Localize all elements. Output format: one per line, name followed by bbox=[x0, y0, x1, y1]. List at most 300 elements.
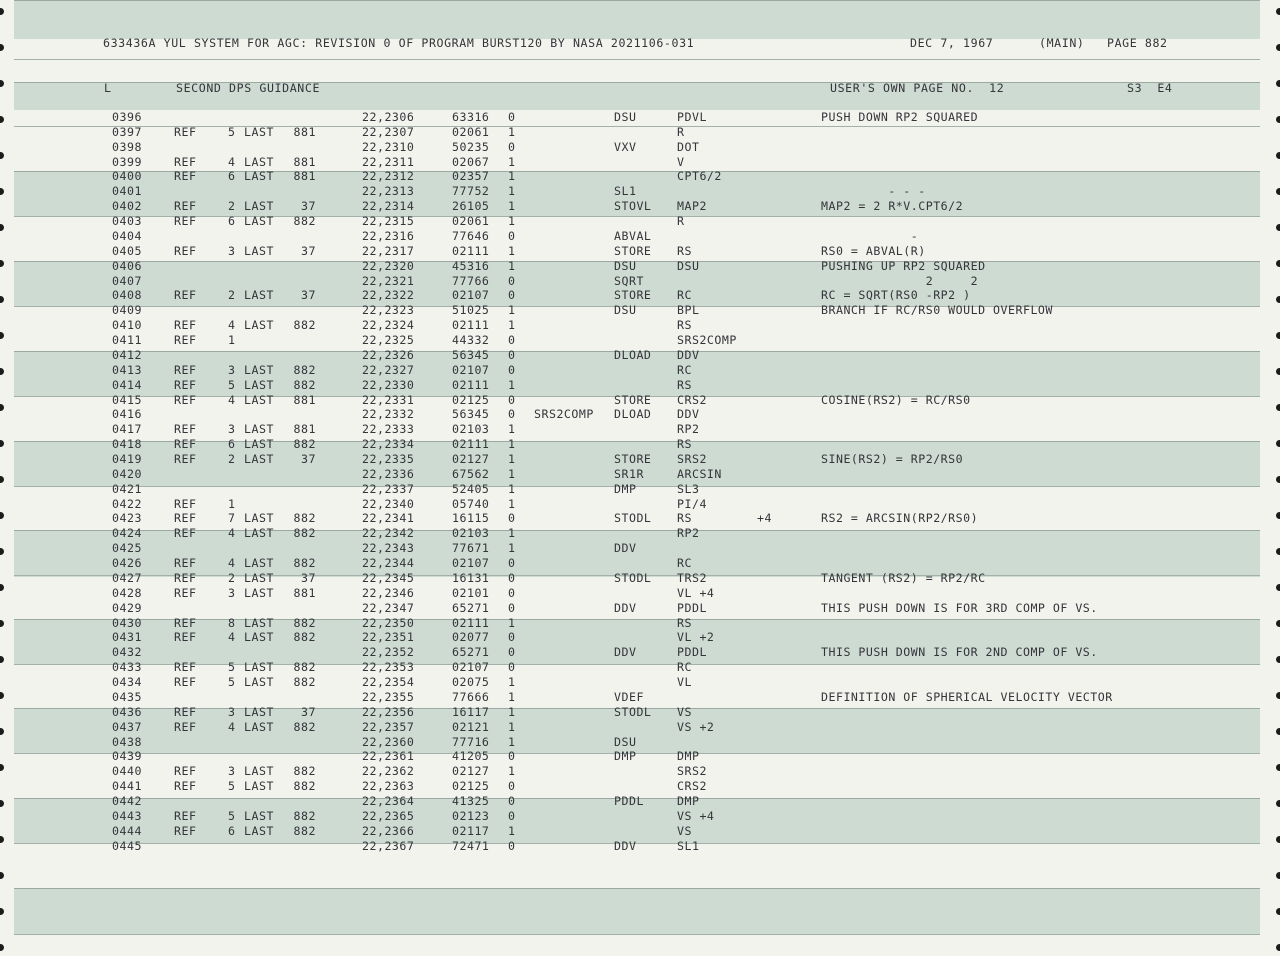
cell-word: 02111 bbox=[452, 377, 490, 392]
cell-page: 37 bbox=[301, 452, 316, 466]
cell-ref: REF bbox=[174, 615, 197, 630]
log-marker: L bbox=[104, 81, 112, 95]
cell-ref: REF bbox=[174, 764, 197, 779]
cell-addr: 22,2327 bbox=[362, 362, 415, 377]
cell-page: 882 bbox=[293, 318, 316, 333]
cell-op1: VDEF bbox=[614, 689, 644, 704]
cell-label: SRS2COMP bbox=[534, 407, 594, 422]
cell-word: 41205 bbox=[452, 749, 490, 764]
cell-op1: DMP bbox=[614, 481, 637, 496]
cell-op2: ARCSIN bbox=[677, 466, 722, 481]
cell-op1: STODL bbox=[614, 511, 652, 526]
cell-addr: 22,2343 bbox=[362, 541, 415, 556]
feed-hole bbox=[1276, 872, 1280, 879]
cell-word: 77716 bbox=[452, 734, 490, 749]
cell-op1: SR1R bbox=[614, 466, 644, 481]
cell-last: LAST bbox=[244, 288, 274, 303]
cell-last: LAST bbox=[244, 660, 274, 675]
page-codes: S3 E4 bbox=[1127, 81, 1173, 95]
cell-op2: RS bbox=[677, 243, 692, 258]
cell-ref: REF bbox=[174, 704, 197, 719]
cell-word: 41325 bbox=[452, 794, 490, 809]
listing-row bbox=[0, 586, 1280, 601]
feed-hole bbox=[1276, 944, 1280, 951]
cell-line: 0445 bbox=[112, 838, 142, 853]
cell-last: LAST bbox=[244, 719, 274, 734]
cell-line: 0428 bbox=[112, 585, 142, 600]
cell-par: 0 bbox=[508, 660, 516, 675]
cell-addr: 22,2352 bbox=[362, 645, 415, 660]
cell-par: 1 bbox=[508, 124, 516, 139]
cell-page: 882 bbox=[293, 779, 316, 794]
cell-last: LAST bbox=[244, 570, 274, 585]
cell-op1: STORE bbox=[614, 452, 652, 466]
cell-op2: PDDL bbox=[677, 600, 707, 615]
cell-addr: 22,2351 bbox=[362, 630, 415, 645]
cell-op1: STORE bbox=[614, 392, 652, 407]
cell-line: 0401 bbox=[112, 184, 142, 199]
cell-op2: R bbox=[677, 124, 685, 139]
cell-cmt: RS2 = ARCSIN(RP2/RS0) bbox=[821, 511, 979, 526]
cell-par: 0 bbox=[508, 139, 516, 154]
cell-ref: REF bbox=[174, 154, 197, 169]
cell-line: 0415 bbox=[112, 392, 142, 407]
cell-par: 1 bbox=[508, 704, 516, 719]
cell-last: LAST bbox=[244, 362, 274, 377]
cell-cmt: THIS PUSH DOWN IS FOR 3RD COMP OF VS. bbox=[821, 600, 1098, 615]
cell-op2: CRS2 bbox=[677, 392, 707, 407]
cell-cmt: SINE(RS2) = RP2/RS0 bbox=[821, 452, 964, 466]
cell-line: 0431 bbox=[112, 630, 142, 645]
cell-par: 1 bbox=[508, 169, 516, 184]
feed-hole bbox=[0, 80, 4, 87]
cell-word: 56345 bbox=[452, 347, 490, 362]
cell-word: 44332 bbox=[452, 333, 490, 348]
cell-line: 0426 bbox=[112, 556, 142, 571]
cell-par: 0 bbox=[508, 645, 516, 660]
listing-row bbox=[0, 616, 1280, 631]
cell-op1: DLOAD bbox=[614, 407, 652, 422]
listing-row bbox=[0, 749, 1280, 764]
cell-last: LAST bbox=[244, 169, 274, 184]
cell-line: 0411 bbox=[112, 333, 142, 348]
cell-last: LAST bbox=[244, 377, 274, 392]
listing-row bbox=[0, 630, 1280, 645]
cell-par: 1 bbox=[508, 303, 516, 318]
cell-op2: DDV bbox=[677, 347, 700, 362]
cell-ref: REF bbox=[174, 496, 197, 511]
cell-cnt: 3 bbox=[228, 362, 236, 377]
cell-word: 02067 bbox=[452, 154, 490, 169]
listing-row bbox=[0, 526, 1280, 541]
cell-op2: PDDL bbox=[677, 645, 707, 660]
cell-line: 0420 bbox=[112, 466, 142, 481]
listing-row bbox=[0, 169, 1280, 184]
cell-addr: 22,2332 bbox=[362, 407, 415, 422]
cell-line: 0410 bbox=[112, 318, 142, 333]
cell-ref: REF bbox=[174, 452, 197, 466]
listing-row bbox=[0, 764, 1280, 779]
cell-par: 0 bbox=[508, 570, 516, 585]
cell-op2: CPT6/2 bbox=[677, 169, 722, 184]
cell-last: LAST bbox=[244, 452, 274, 466]
cell-last: LAST bbox=[244, 243, 274, 258]
listing-row bbox=[0, 318, 1280, 333]
cell-line: 0441 bbox=[112, 779, 142, 794]
cell-par: 1 bbox=[508, 526, 516, 541]
cell-line: 0400 bbox=[112, 169, 142, 184]
cell-op1: PDDL bbox=[614, 794, 644, 809]
listing-row bbox=[0, 556, 1280, 571]
cell-addr: 22,2334 bbox=[362, 437, 415, 452]
cell-op2: DMP bbox=[677, 794, 700, 809]
listing-row bbox=[0, 422, 1280, 437]
cell-word: 02075 bbox=[452, 675, 490, 690]
cell-ref: REF bbox=[174, 808, 197, 823]
cell-cmt: MAP2 = 2 R*V.CPT6/2 bbox=[821, 199, 964, 214]
cell-word: 02061 bbox=[452, 124, 490, 139]
listing-row bbox=[0, 779, 1280, 794]
cell-par: 1 bbox=[508, 437, 516, 452]
cell-par: 0 bbox=[508, 407, 516, 422]
cell-ref: REF bbox=[174, 526, 197, 541]
cell-word: 02125 bbox=[452, 779, 490, 794]
cell-par: 1 bbox=[508, 615, 516, 630]
cell-last: LAST bbox=[244, 199, 274, 214]
listing-row bbox=[0, 199, 1280, 214]
cell-line: 0412 bbox=[112, 347, 142, 362]
listing-row bbox=[0, 378, 1280, 393]
cell-par: 0 bbox=[508, 749, 516, 764]
cell-op1: DSU bbox=[614, 110, 637, 124]
listing-row bbox=[0, 333, 1280, 348]
cell-last: LAST bbox=[244, 675, 274, 690]
cell-par: 0 bbox=[508, 362, 516, 377]
user-page-number: USER'S OWN PAGE NO. 12 bbox=[830, 81, 1005, 95]
cell-addr: 22,2336 bbox=[362, 466, 415, 481]
cell-cmt: - bbox=[821, 228, 919, 243]
cell-cnt: 8 bbox=[228, 615, 236, 630]
cell-word: 63316 bbox=[452, 110, 490, 124]
cell-addr: 22,2311 bbox=[362, 154, 415, 169]
cell-par: 0 bbox=[508, 600, 516, 615]
cell-word: 50235 bbox=[452, 139, 490, 154]
listing-row bbox=[0, 824, 1280, 839]
cell-par: 1 bbox=[508, 734, 516, 749]
cell-op2: VS bbox=[677, 704, 692, 719]
cell-line: 0408 bbox=[112, 288, 142, 303]
cell-cnt: 5 bbox=[228, 660, 236, 675]
cell-par: 0 bbox=[508, 808, 516, 823]
cell-op2: VS +4 bbox=[677, 808, 715, 823]
cell-word: 52405 bbox=[452, 481, 490, 496]
listing-row bbox=[0, 720, 1280, 735]
cell-addr: 22,2337 bbox=[362, 481, 415, 496]
page-number: PAGE 882 bbox=[1107, 36, 1168, 50]
cell-addr: 22,2330 bbox=[362, 377, 415, 392]
cell-ref: REF bbox=[174, 660, 197, 675]
cell-cnt: 3 bbox=[228, 585, 236, 600]
feed-hole bbox=[0, 44, 4, 51]
cell-par: 0 bbox=[508, 228, 516, 243]
listing-row bbox=[0, 125, 1280, 140]
cell-par: 0 bbox=[508, 347, 516, 362]
cell-cnt: 6 bbox=[228, 437, 236, 452]
listing-row bbox=[0, 348, 1280, 363]
cell-cnt: 4 bbox=[228, 526, 236, 541]
listing-row bbox=[0, 303, 1280, 318]
cell-ref: REF bbox=[174, 243, 197, 258]
cell-ref: REF bbox=[174, 556, 197, 571]
cell-addr: 22,2357 bbox=[362, 719, 415, 734]
listing-row bbox=[0, 363, 1280, 378]
cell-word: 77646 bbox=[452, 228, 490, 243]
cell-page: 882 bbox=[293, 675, 316, 690]
cell-page: 881 bbox=[293, 585, 316, 600]
cell-cnt: 5 bbox=[228, 675, 236, 690]
cell-par: 1 bbox=[508, 466, 516, 481]
cell-par: 0 bbox=[508, 794, 516, 809]
cell-cnt: 6 bbox=[228, 169, 236, 184]
cell-line: 0437 bbox=[112, 719, 142, 734]
cell-ref: REF bbox=[174, 422, 197, 437]
cell-ref: REF bbox=[174, 675, 197, 690]
cell-op2: TRS2 bbox=[677, 570, 707, 585]
cell-addr: 22,2344 bbox=[362, 556, 415, 571]
cell-cnt: 4 bbox=[228, 630, 236, 645]
cell-last: LAST bbox=[244, 511, 274, 526]
cell-addr: 22,2325 bbox=[362, 333, 415, 348]
cell-ref: REF bbox=[174, 823, 197, 838]
cell-last: LAST bbox=[244, 704, 274, 719]
cell-op2: BPL bbox=[677, 303, 700, 318]
cell-page: 881 bbox=[293, 422, 316, 437]
cell-op2: VS bbox=[677, 823, 692, 838]
cell-line: 0429 bbox=[112, 600, 142, 615]
cell-addr: 22,2347 bbox=[362, 600, 415, 615]
cell-word: 65271 bbox=[452, 600, 490, 615]
cell-line: 0439 bbox=[112, 749, 142, 764]
cell-word: 16131 bbox=[452, 570, 490, 585]
listing-row bbox=[0, 482, 1280, 497]
listing-date: DEC 7, 1967 bbox=[910, 36, 994, 50]
cell-ref: REF bbox=[174, 630, 197, 645]
cell-line: 0432 bbox=[112, 645, 142, 660]
cell-par: 0 bbox=[508, 392, 516, 407]
cell-line: 0398 bbox=[112, 139, 142, 154]
cell-line: 0425 bbox=[112, 541, 142, 556]
cell-line: 0442 bbox=[112, 794, 142, 809]
cell-op2: RS bbox=[677, 437, 692, 452]
cell-cmt: BRANCH IF RC/RS0 WOULD OVERFLOW bbox=[821, 303, 1053, 318]
feed-hole bbox=[1276, 80, 1280, 87]
cell-op2: DMP bbox=[677, 749, 700, 764]
cell-page: 882 bbox=[293, 719, 316, 734]
cell-op1: DDV bbox=[614, 645, 637, 660]
cell-cnt: 2 bbox=[228, 288, 236, 303]
cell-page: 882 bbox=[293, 630, 316, 645]
cell-par: 1 bbox=[508, 377, 516, 392]
cell-addr: 22,2335 bbox=[362, 452, 415, 466]
cell-page: 882 bbox=[293, 362, 316, 377]
cell-off: +4 bbox=[757, 511, 772, 526]
cell-page: 882 bbox=[293, 615, 316, 630]
listing-row bbox=[0, 511, 1280, 526]
cell-par: 1 bbox=[508, 214, 516, 229]
cell-last: LAST bbox=[244, 764, 274, 779]
cell-line: 0430 bbox=[112, 615, 142, 630]
cell-last: LAST bbox=[244, 585, 274, 600]
cell-cnt: 6 bbox=[228, 823, 236, 838]
cell-addr: 22,2310 bbox=[362, 139, 415, 154]
cell-word: 02121 bbox=[452, 719, 490, 734]
listing-row bbox=[0, 437, 1280, 452]
cell-line: 0409 bbox=[112, 303, 142, 318]
cell-op1: DSU bbox=[614, 303, 637, 318]
cell-page: 882 bbox=[293, 764, 316, 779]
cell-word: 02103 bbox=[452, 526, 490, 541]
cell-cmt: PUSHING UP RP2 SQUARED bbox=[821, 258, 986, 273]
cell-page: 881 bbox=[293, 169, 316, 184]
cell-addr: 22,2306 bbox=[362, 110, 415, 124]
cell-page: 882 bbox=[293, 808, 316, 823]
cell-op2: DOT bbox=[677, 139, 700, 154]
cell-word: 02111 bbox=[452, 437, 490, 452]
cell-page: 882 bbox=[293, 377, 316, 392]
cell-last: LAST bbox=[244, 630, 274, 645]
cell-op1: DDV bbox=[614, 600, 637, 615]
cell-op2: RS bbox=[677, 318, 692, 333]
cell-addr: 22,2331 bbox=[362, 392, 415, 407]
cell-addr: 22,2361 bbox=[362, 749, 415, 764]
cell-cnt: 4 bbox=[228, 318, 236, 333]
cell-ref: REF bbox=[174, 124, 197, 139]
cell-cnt: 4 bbox=[228, 392, 236, 407]
cell-word: 77766 bbox=[452, 273, 490, 288]
cell-cnt: 3 bbox=[228, 243, 236, 258]
cell-page: 882 bbox=[293, 526, 316, 541]
cell-par: 1 bbox=[508, 689, 516, 704]
cell-op2: CRS2 bbox=[677, 779, 707, 794]
cell-cmt: 2 2 bbox=[821, 273, 979, 288]
cell-addr: 22,2312 bbox=[362, 169, 415, 184]
cell-ref: REF bbox=[174, 437, 197, 452]
cell-op2: RC bbox=[677, 288, 692, 303]
cell-op2: RS bbox=[677, 511, 692, 526]
cell-op2: PDVL bbox=[677, 110, 707, 124]
cell-op1: STODL bbox=[614, 704, 652, 719]
cell-par: 0 bbox=[508, 288, 516, 303]
feed-hole bbox=[1276, 44, 1280, 51]
cell-op1: DDV bbox=[614, 838, 637, 853]
cell-op2: RS bbox=[677, 377, 692, 392]
listing-row bbox=[0, 735, 1280, 750]
cell-cmt: COSINE(RS2) = RC/RS0 bbox=[821, 392, 971, 407]
cell-ref: REF bbox=[174, 199, 197, 214]
cell-ref: REF bbox=[174, 377, 197, 392]
cell-page: 881 bbox=[293, 124, 316, 139]
cell-line: 0402 bbox=[112, 199, 142, 214]
cell-addr: 22,2354 bbox=[362, 675, 415, 690]
cell-op1: STOVL bbox=[614, 199, 652, 214]
cell-line: 0435 bbox=[112, 689, 142, 704]
cell-cnt: 2 bbox=[228, 570, 236, 585]
cell-cnt: 4 bbox=[228, 556, 236, 571]
cell-op2: VS +2 bbox=[677, 719, 715, 734]
cell-word: 45316 bbox=[452, 258, 490, 273]
cell-op1: DSU bbox=[614, 258, 637, 273]
cell-cnt: 2 bbox=[228, 199, 236, 214]
cell-op2: VL +2 bbox=[677, 630, 715, 645]
listing-row bbox=[0, 809, 1280, 824]
listing-row bbox=[0, 467, 1280, 482]
cell-addr: 22,2321 bbox=[362, 273, 415, 288]
cell-op1: VXV bbox=[614, 139, 637, 154]
cell-cnt: 2 bbox=[228, 452, 236, 466]
cell-par: 0 bbox=[508, 838, 516, 853]
cell-word: 65271 bbox=[452, 645, 490, 660]
cell-page: 882 bbox=[293, 556, 316, 571]
cell-cnt: 7 bbox=[228, 511, 236, 526]
cell-ref: REF bbox=[174, 719, 197, 734]
cell-word: 02111 bbox=[452, 243, 490, 258]
cell-last: LAST bbox=[244, 556, 274, 571]
cell-ref: REF bbox=[174, 318, 197, 333]
cell-addr: 22,2362 bbox=[362, 764, 415, 779]
cell-last: LAST bbox=[244, 615, 274, 630]
cell-op2: RC bbox=[677, 556, 692, 571]
cell-line: 0418 bbox=[112, 437, 142, 452]
cell-word: 02103 bbox=[452, 422, 490, 437]
cell-last: LAST bbox=[244, 526, 274, 541]
cell-cnt: 5 bbox=[228, 808, 236, 823]
cell-line: 0424 bbox=[112, 526, 142, 541]
cell-addr: 22,2340 bbox=[362, 496, 415, 511]
listing-section: (MAIN) bbox=[1039, 36, 1085, 50]
cell-cmt: RC = SQRT(RS0 -RP2 ) bbox=[821, 288, 971, 303]
cell-line: 0438 bbox=[112, 734, 142, 749]
cell-page: 37 bbox=[301, 704, 316, 719]
cell-last: LAST bbox=[244, 437, 274, 452]
listing-row bbox=[0, 274, 1280, 289]
listing-row bbox=[0, 229, 1280, 244]
cell-line: 0405 bbox=[112, 243, 142, 258]
feed-hole bbox=[1276, 8, 1280, 15]
cell-word: 02111 bbox=[452, 615, 490, 630]
cell-line: 0434 bbox=[112, 675, 142, 690]
listing-row bbox=[0, 541, 1280, 556]
cell-op1: SL1 bbox=[614, 184, 637, 199]
cell-par: 1 bbox=[508, 675, 516, 690]
cell-cnt: 3 bbox=[228, 704, 236, 719]
cell-last: LAST bbox=[244, 124, 274, 139]
cell-par: 1 bbox=[508, 452, 516, 466]
cell-op2: SRS2 bbox=[677, 452, 707, 466]
listing-row bbox=[0, 601, 1280, 616]
cell-op1: DSU bbox=[614, 734, 637, 749]
cell-page: 882 bbox=[293, 660, 316, 675]
feed-hole bbox=[0, 908, 4, 915]
cell-word: 02125 bbox=[452, 392, 490, 407]
listing-row bbox=[0, 110, 1280, 125]
cell-cnt: 5 bbox=[228, 779, 236, 794]
cell-word: 16117 bbox=[452, 704, 490, 719]
cell-cmt: PUSH DOWN RP2 SQUARED bbox=[821, 110, 979, 124]
listing-title: 633436A YUL SYSTEM FOR AGC: REVISION 0 OF PROGRAM BURST120 BY NASA 2021106-031 bbox=[103, 36, 695, 50]
ruled-line bbox=[14, 934, 1260, 935]
listing-row bbox=[0, 407, 1280, 422]
cell-op2: VL +4 bbox=[677, 585, 715, 600]
